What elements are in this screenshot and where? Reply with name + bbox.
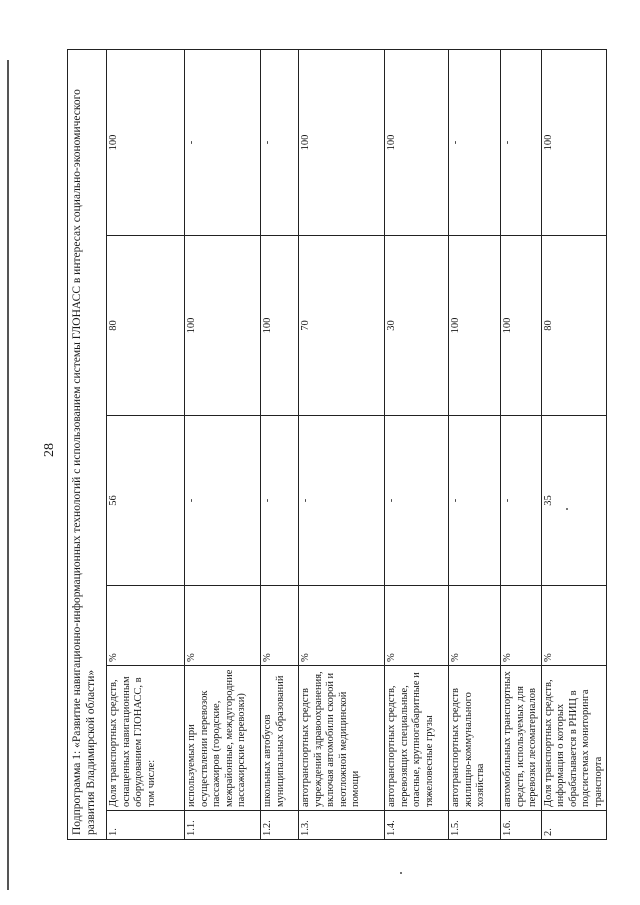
value-cell: - bbox=[185, 49, 261, 235]
table-row bbox=[541, 49, 607, 839]
unit-cell: % bbox=[449, 586, 501, 666]
table-row bbox=[385, 49, 449, 839]
unit-cell: % bbox=[501, 586, 542, 666]
unit-cell: % bbox=[385, 586, 449, 666]
value-cell: - bbox=[299, 416, 385, 586]
value-cell: 100 bbox=[185, 236, 261, 416]
table-row bbox=[107, 49, 185, 839]
row-number: 1.3. bbox=[299, 811, 385, 840]
value-cell: 100 bbox=[385, 49, 449, 235]
row-number: 2. bbox=[541, 811, 607, 840]
indicator-name: школьных автобусов муниципальных образований bbox=[261, 666, 299, 811]
unit-cell: % bbox=[261, 586, 299, 666]
value-cell: 30 bbox=[385, 236, 449, 416]
table-row bbox=[299, 49, 385, 839]
unit-cell: % bbox=[107, 586, 185, 666]
unit-cell: % bbox=[185, 586, 261, 666]
value-cell: 35 bbox=[541, 416, 607, 586]
indicator-name: Доля транспортных средств, оснащенных навигационным оборудованием ГЛОНАСС, в том числе: bbox=[107, 666, 185, 811]
value-cell: - bbox=[261, 49, 299, 235]
table-row bbox=[261, 49, 299, 839]
row-number: 1.1. bbox=[185, 811, 261, 840]
indicator-name: используемых при осуществлении перевозок пассажиров (городские, межрайонные, междугородние пассажирские перевозки) bbox=[185, 666, 261, 811]
subprogram-title: Подпрограмма 1: «Развитие навигационно-информационных технологий с использованием системы ГЛОНАСС в интересах социально-экономического развития Владимирской области» bbox=[68, 49, 107, 839]
unit-cell: % bbox=[299, 586, 385, 666]
value-cell: 100 bbox=[261, 236, 299, 416]
page-number: 28 bbox=[42, 443, 57, 457]
value-cell: - bbox=[185, 416, 261, 586]
subprogram-title-row bbox=[68, 49, 107, 839]
table-row bbox=[501, 49, 542, 839]
row-number: 1.2. bbox=[261, 811, 299, 840]
row-number: 1.4. bbox=[385, 811, 449, 840]
value-cell: - bbox=[501, 49, 542, 235]
value-cell: - bbox=[449, 49, 501, 235]
row-number: 1.6. bbox=[501, 811, 542, 840]
rotated-page bbox=[67, 50, 604, 840]
value-cell: 56 bbox=[107, 416, 185, 586]
value-cell: - bbox=[261, 416, 299, 586]
value-cell: - bbox=[501, 416, 542, 586]
value-cell: 100 bbox=[107, 49, 185, 235]
value-cell: 100 bbox=[541, 49, 607, 235]
table-row bbox=[185, 49, 261, 839]
table-row bbox=[449, 49, 501, 839]
unit-cell: % bbox=[541, 586, 607, 666]
indicator-name: автотранспортных средств, перевозящих специальные, опасные, крупногабаритные и тяжеловесные грузы bbox=[385, 666, 449, 811]
indicator-name: автомобильных транспортных средств, используемых для перевозки лесоматериалов bbox=[501, 666, 542, 811]
scan-edge-mark bbox=[7, 60, 9, 890]
value-cell: 80 bbox=[107, 236, 185, 416]
row-number: 1. bbox=[107, 811, 185, 840]
value-cell: - bbox=[449, 416, 501, 586]
indicator-name: автотранспортных средств жилищно-коммунального хозяйства bbox=[449, 666, 501, 811]
scan-speck bbox=[400, 872, 402, 874]
value-cell: 100 bbox=[449, 236, 501, 416]
value-cell: 70 bbox=[299, 236, 385, 416]
value-cell: 100 bbox=[501, 236, 542, 416]
row-number: 1.5. bbox=[449, 811, 501, 840]
value-cell: - bbox=[385, 416, 449, 586]
indicator-table bbox=[67, 49, 607, 840]
value-cell: 100 bbox=[299, 49, 385, 235]
indicator-name: автотранспортных средств учреждений здравоохранения, включая автомобили скорой и неотложной медицинской помощи bbox=[299, 666, 385, 811]
indicator-name: Доля транспортных средств, информация о которых обрабатывается в РНИЦ в подсистемах мониторинга транспорта bbox=[541, 666, 607, 811]
indicator-table-sheet bbox=[67, 50, 604, 840]
value-cell: 80 bbox=[541, 236, 607, 416]
